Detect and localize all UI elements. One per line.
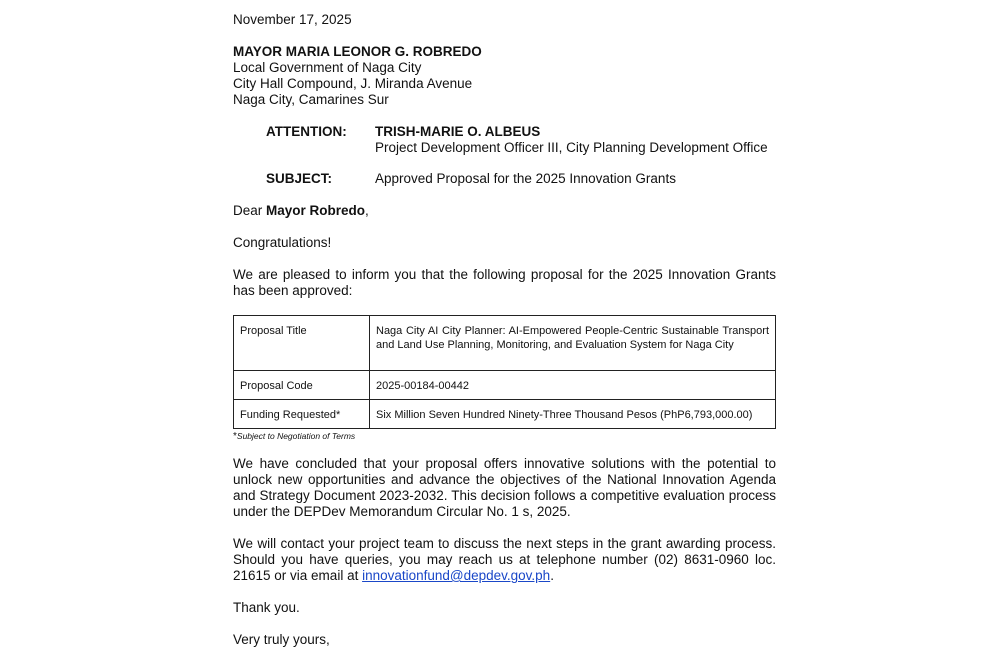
recipient-line-1: Local Government of Naga City	[233, 60, 422, 75]
footnote	[233, 431, 776, 442]
recipient-line-2: City Hall Compound, J. Miranda Avenue	[233, 76, 473, 91]
footnote-star: *	[233, 431, 237, 442]
attention-value	[375, 124, 768, 156]
recipient-block	[233, 44, 776, 108]
intro-paragraph: We are pleased to inform you that the following proposal for the 2025 Innovation Grants has been approved:	[233, 267, 776, 298]
congratulations-line: Congratulations!	[233, 235, 332, 250]
thank-you-line: Thank you.	[233, 600, 300, 615]
recipient-line-3: Naga City, Camarines Sur	[233, 92, 389, 107]
subject-label: SUBJECT:	[266, 171, 333, 186]
attention-title: Project Development Officer III, City Planning Development Office	[375, 140, 768, 155]
salutation-prefix: Dear	[233, 203, 267, 218]
conclusion-paragraph: We have concluded that your proposal offers innovative solutions with the potential to unlock new opportunities and advance the objectives of the National Innovation Agenda and Strategy Document 2023-2032. This decision follows a competitive evaluation process under the DEPDev Memorandum Circular No. 1 s, 2025.	[233, 456, 776, 519]
funding-requested-label: Funding Requested*	[234, 400, 370, 429]
subject-row	[266, 171, 776, 187]
table-row	[234, 316, 776, 371]
recipient-name: MAYOR MARIA LEONOR G. ROBREDO	[233, 44, 482, 59]
attention-label: ATTENTION:	[266, 124, 347, 139]
proposal-code-value: 2025-00184-00442	[370, 371, 776, 400]
attention-row	[266, 124, 776, 156]
table-row	[234, 371, 776, 400]
table-row	[234, 400, 776, 429]
letter-page	[233, 12, 776, 648]
closing-line: Very truly yours,	[233, 632, 330, 647]
subject-text: Approved Proposal for the 2025 Innovation Grants	[375, 171, 676, 186]
proposal-table	[233, 315, 776, 429]
attention-name: TRISH-MARIE O. ALBEUS	[375, 124, 541, 139]
proposal-title-value: Naga City AI City Planner: AI-Empowered People-Centric Sustainable Transport and Land Use Planning, Monitoring, and Evaluation System for Naga City	[370, 316, 776, 371]
email-link[interactable]: innovationfund@depdev.gov.ph	[362, 568, 551, 583]
funding-requested-value: Six Million Seven Hundred Ninety-Three Thousand Pesos (PhP6,793,000.00)	[370, 400, 776, 429]
letter-date: November 17, 2025	[233, 12, 352, 27]
proposal-title-label: Proposal Title	[234, 316, 370, 371]
footnote-text: Subject to Negotiation of Terms	[236, 431, 356, 441]
contact-end: .	[550, 568, 554, 583]
salutation-suffix: ,	[365, 203, 369, 218]
contact-paragraph	[233, 536, 776, 584]
salutation-name: Mayor Robredo	[266, 203, 366, 218]
salutation	[233, 203, 776, 219]
proposal-code-label: Proposal Code	[234, 371, 370, 400]
contact-text: We will contact your project team to discuss the next steps in the grant awarding process. Should you have queries, you may reach us at telephone number (02) 8631-0960 loc. 21615 or via email at	[233, 536, 776, 583]
